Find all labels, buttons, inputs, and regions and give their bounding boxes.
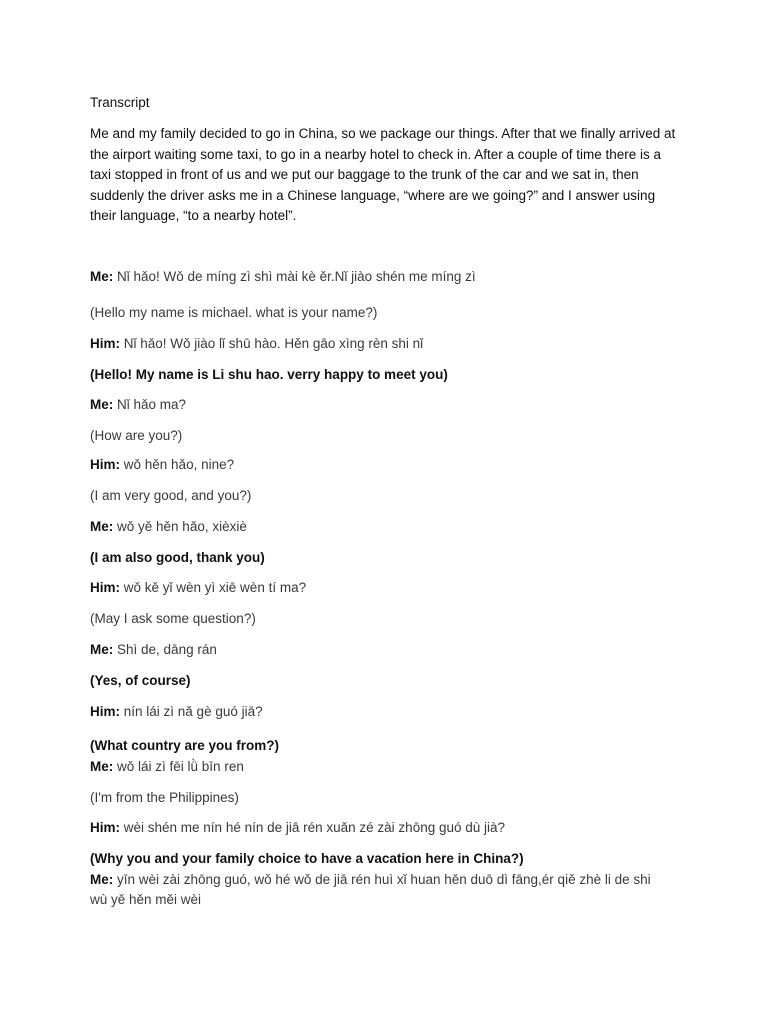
dialogue-line: [90, 456, 234, 474]
pinyin-text: Nǐ hǎo ma?: [117, 397, 187, 412]
pinyin-text: wǒ lái zì fēi lǜ bīn ren: [117, 759, 244, 774]
translation-line: (Why you and your family choice to have a vacation here in China?): [90, 851, 524, 866]
speaker-label: Him:: [90, 336, 120, 351]
document-title: Transcript: [90, 95, 150, 110]
translation-line: (Hello my name is michael. what is your name?): [90, 305, 378, 320]
pinyin-text: wǒ yě hěn hǎo, xièxiè: [117, 519, 247, 534]
speaker-label: Him:: [90, 457, 120, 472]
pinyin-text: wǒ hěn hǎo, nine?: [123, 457, 235, 472]
dialogue-line: [90, 703, 263, 721]
pinyin-text: wǒ kě yǐ wèn yì xiē wèn tí ma?: [123, 580, 307, 595]
speaker-label: Him:: [90, 704, 120, 719]
pinyin-text: Nǐ hǎo! Wǒ jiào lǐ shū hào. Hěn gāo xìng rèn shi nǐ: [123, 336, 424, 351]
dialogue-line: [90, 819, 505, 837]
speaker-label: Him:: [90, 580, 120, 595]
speaker-label: Me:: [90, 642, 114, 657]
speaker-label: Me:: [90, 872, 114, 887]
pinyin-text: yīn wèi zài zhōng guó, wǒ hé wǒ de jiā rén huì xǐ huan hěn duō dì fāng,ér qiě zhè li de shi: [117, 872, 651, 887]
pinyin-text: wèi shén me nín hé nín de jiā rén xuǎn zé zài zhōng guó dù jià?: [123, 820, 506, 835]
translation-line: (Yes, of course): [90, 673, 191, 688]
dialogue-line: [90, 335, 423, 353]
translation-line: (May I ask some question?): [90, 611, 256, 626]
dialogue-line: [90, 758, 244, 776]
pinyin-continuation: wù yě hěn měi wèi: [90, 892, 202, 907]
translation-line: (What country are you from?): [90, 738, 280, 753]
speaker-label: Me:: [90, 397, 114, 412]
dialogue-line: [90, 396, 186, 414]
translation-line: (I am also good, thank you): [90, 550, 265, 565]
pinyin-text: Shì de, dāng rán: [117, 642, 217, 657]
speaker-label: Me:: [90, 759, 114, 774]
speaker-label: Him:: [90, 820, 120, 835]
speaker-label: Me:: [90, 519, 114, 534]
speaker-label: Me:: [90, 269, 114, 284]
translation-line: (How are you?): [90, 428, 183, 443]
translation-line: (I'm from the Philippines): [90, 790, 239, 805]
dialogue-line: [90, 641, 217, 659]
dialogue-line: [90, 268, 476, 286]
pinyin-text: Nǐ hǎo! Wǒ de míng zì shì mài kè ěr.Nǐ jiào shén me míng zì: [117, 269, 476, 284]
translation-line: (Hello! My name is Li shu hao. verry happy to meet you): [90, 367, 448, 382]
pinyin-text: nín lái zì nǎ gè guó jiā?: [123, 704, 263, 719]
dialogue-line: [90, 518, 247, 536]
translation-line: (I am very good, and you?): [90, 488, 252, 503]
dialogue-line: [90, 579, 306, 597]
intro-paragraph: Me and my family decided to go in China, so we package our things. After that we finally arrived at the airport waiting some taxi, to go in a nearby hotel to check in. After a couple of time there is a taxi stopped in front of us and we put our baggage to the trunk of the car and we sat in, then suddenly the driver asks me in a Chinese language, “where are we going?” and I answer using their language, “to a nearby hotel”.: [90, 126, 676, 223]
dialogue-line: [90, 871, 651, 889]
